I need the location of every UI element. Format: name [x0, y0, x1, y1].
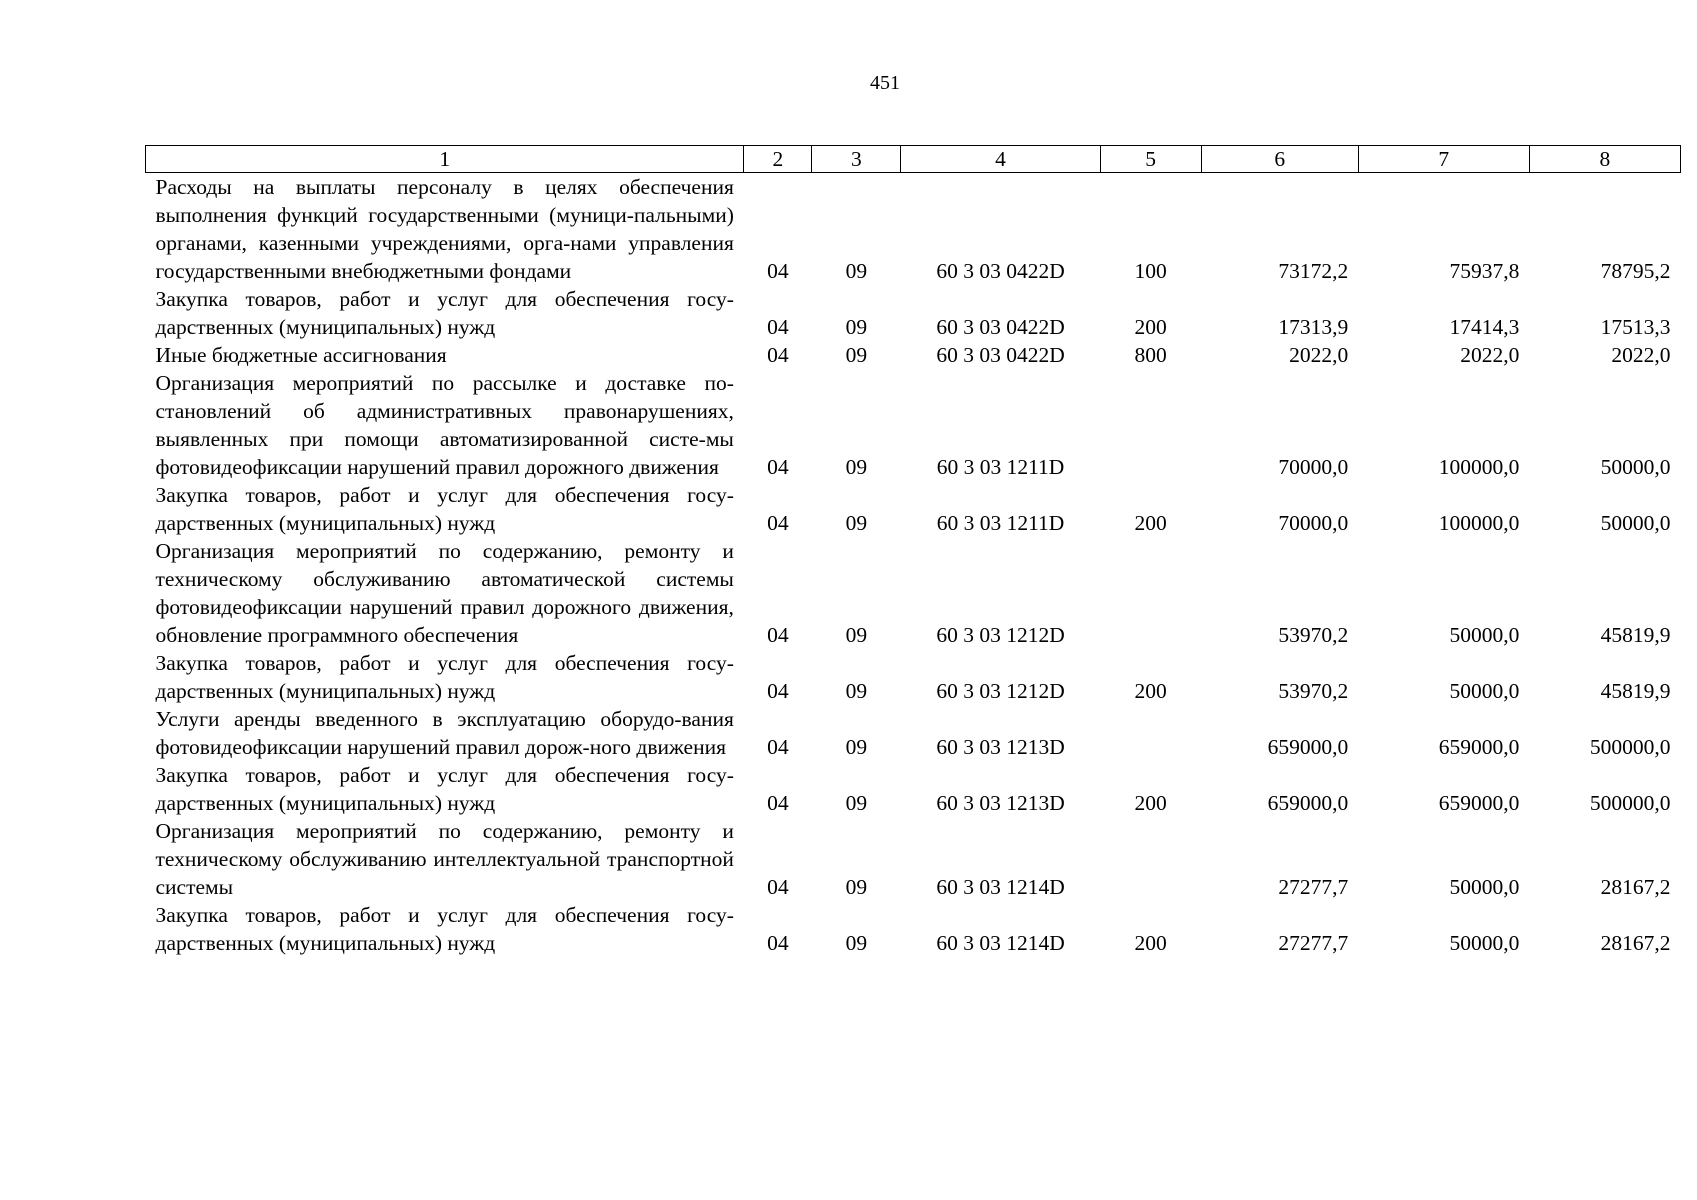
- target-article-code: 60 3 03 0422D: [936, 259, 1065, 283]
- section-code: 04: [767, 931, 789, 955]
- table-row: [146, 285, 1681, 341]
- section-code: 04: [767, 875, 789, 899]
- amount-col-7: 17414,3: [1449, 315, 1520, 339]
- amount-col-7: 2022,0: [1460, 343, 1520, 367]
- expense-type-code: 200: [1134, 931, 1167, 955]
- amount-col-7: 50000,0: [1449, 623, 1520, 647]
- column-header-7: 7: [1358, 146, 1529, 173]
- section-code: 04: [767, 679, 789, 703]
- expense-name: Закупка товаров, работ и услуг для обеспечения госу-дарственных (муниципальных) нужд: [155, 483, 734, 535]
- amount-col-8: 28167,2: [1600, 931, 1671, 955]
- target-article-code: 60 3 03 1214D: [936, 875, 1065, 899]
- section-code: 04: [767, 511, 789, 535]
- column-header-1: 1: [146, 146, 744, 173]
- expense-type-code: [1100, 705, 1201, 761]
- header-row: [146, 146, 1681, 173]
- expense-type-code: [1100, 537, 1201, 649]
- expense-name: Иные бюджетные ассигнования: [155, 343, 447, 367]
- column-header-4: 4: [901, 146, 1100, 173]
- expense-name: Закупка товаров, работ и услуг для обеспечения госу-дарственных (муниципальных) нужд: [155, 903, 734, 955]
- section-code: 04: [767, 623, 789, 647]
- expense-type-code: 800: [1134, 343, 1167, 367]
- table-row: [146, 369, 1681, 481]
- table-row: [146, 649, 1681, 705]
- table-row: [146, 761, 1681, 817]
- target-article-code: 60 3 03 1211D: [936, 455, 1065, 479]
- amount-col-7: 50000,0: [1449, 679, 1520, 703]
- target-article-code: 60 3 03 1213D: [936, 735, 1065, 759]
- table-row: [146, 481, 1681, 537]
- target-article-code: 60 3 03 1214D: [936, 931, 1065, 955]
- amount-col-6: 70000,0: [1278, 455, 1349, 479]
- target-article-code: 60 3 03 0422D: [936, 315, 1065, 339]
- subsection-code: 09: [845, 511, 868, 535]
- amount-col-6: 27277,7: [1278, 931, 1349, 955]
- expense-type-code: 100: [1134, 259, 1167, 283]
- section-code: 04: [767, 315, 789, 339]
- section-code: 04: [767, 791, 789, 815]
- amount-col-8: 78795,2: [1600, 259, 1671, 283]
- table-row: [146, 705, 1681, 761]
- subsection-code: 09: [845, 875, 868, 899]
- expense-name: Организация мероприятий по содержанию, ремонту и техническому обслуживанию интеллектуальной транспортной системы: [155, 819, 734, 899]
- expense-type-code: 200: [1134, 511, 1167, 535]
- expense-name: Услуги аренды введенного в эксплуатацию оборудо-вания фотовидеофиксации нарушений правил дорож-ного движения: [155, 707, 734, 759]
- expense-type-code: [1100, 369, 1201, 481]
- column-header-8: 8: [1529, 146, 1680, 173]
- amount-col-6: 73172,2: [1278, 259, 1349, 283]
- table-row: [146, 537, 1681, 649]
- section-code: 04: [767, 343, 789, 367]
- expense-name: Закупка товаров, работ и услуг для обеспечения госу-дарственных (муниципальных) нужд: [155, 763, 734, 815]
- subsection-code: 09: [845, 735, 868, 759]
- expense-name: Организация мероприятий по рассылке и доставке по-становлений об административных правонарушениях, выявленных при помощи автоматизированной систе-мы фотовидеофиксации нарушений правил дорожного движения: [155, 371, 734, 479]
- column-header-5: 5: [1100, 146, 1201, 173]
- expense-type-code: 200: [1134, 679, 1167, 703]
- table-body: [146, 173, 1681, 958]
- column-header-2: 2: [744, 146, 812, 173]
- amount-col-7: 100000,0: [1438, 511, 1520, 535]
- amount-col-8: 17513,3: [1600, 315, 1671, 339]
- amount-col-6: 53970,2: [1278, 623, 1349, 647]
- budget-table: [145, 145, 1681, 957]
- target-article-code: 60 3 03 1211D: [936, 511, 1065, 535]
- expense-type-code: [1100, 817, 1201, 901]
- amount-col-6: 17313,9: [1278, 315, 1349, 339]
- amount-col-7: 50000,0: [1449, 875, 1520, 899]
- page-number: 451: [870, 72, 900, 94]
- expense-name: Закупка товаров, работ и услуг для обеспечения госу-дарственных (муниципальных) нужд: [155, 287, 734, 339]
- amount-col-7: 659000,0: [1438, 735, 1520, 759]
- table-header: [146, 146, 1681, 173]
- amount-col-7: 50000,0: [1449, 931, 1520, 955]
- amount-col-8: 50000,0: [1600, 511, 1671, 535]
- table-row: [146, 341, 1681, 369]
- amount-col-8: 50000,0: [1600, 455, 1671, 479]
- amount-col-8: 500000,0: [1589, 791, 1671, 815]
- table-row: [146, 817, 1681, 901]
- target-article-code: 60 3 03 1212D: [936, 623, 1065, 647]
- subsection-code: 09: [845, 791, 868, 815]
- amount-col-6: 70000,0: [1278, 511, 1349, 535]
- amount-col-6: 27277,7: [1278, 875, 1349, 899]
- section-code: 04: [767, 735, 789, 759]
- section-code: 04: [767, 259, 789, 283]
- subsection-code: 09: [845, 315, 868, 339]
- amount-col-7: 75937,8: [1449, 259, 1520, 283]
- amount-col-6: 2022,0: [1289, 343, 1349, 367]
- target-article-code: 60 3 03 1213D: [936, 791, 1065, 815]
- amount-col-8: 28167,2: [1600, 875, 1671, 899]
- target-article-code: 60 3 03 1212D: [936, 679, 1065, 703]
- table-row: [146, 901, 1681, 957]
- target-article-code: 60 3 03 0422D: [936, 343, 1065, 367]
- subsection-code: 09: [845, 623, 868, 647]
- expense-name: Закупка товаров, работ и услуг для обеспечения госу-дарственных (муниципальных) нужд: [155, 651, 734, 703]
- column-header-6: 6: [1201, 146, 1358, 173]
- amount-col-7: 100000,0: [1438, 455, 1520, 479]
- amount-col-8: 45819,9: [1600, 623, 1671, 647]
- subsection-code: 09: [845, 259, 868, 283]
- expense-name: Организация мероприятий по содержанию, ремонту и техническому обслуживанию автоматической системы фотовидеофиксации нарушений правил дорожного движения, обновление программного обеспечения: [155, 539, 734, 647]
- amount-col-8: 45819,9: [1600, 679, 1671, 703]
- subsection-code: 09: [845, 343, 868, 367]
- subsection-code: 09: [845, 931, 868, 955]
- amount-col-8: 2022,0: [1611, 343, 1671, 367]
- section-code: 04: [767, 455, 789, 479]
- amount-col-6: 53970,2: [1278, 679, 1349, 703]
- amount-col-8: 500000,0: [1589, 735, 1671, 759]
- subsection-code: 09: [845, 679, 868, 703]
- column-header-3: 3: [812, 146, 901, 173]
- expense-type-code: 200: [1134, 791, 1167, 815]
- amount-col-6: 659000,0: [1267, 735, 1349, 759]
- expense-type-code: 200: [1134, 315, 1167, 339]
- amount-col-6: 659000,0: [1267, 791, 1349, 815]
- expense-name: Расходы на выплаты персоналу в целях обеспечения выполнения функций государственными (муници-пальными) органами, казенными учреждениями, орга-нами управления государственными внебюджетными фондами: [155, 175, 734, 283]
- subsection-code: 09: [845, 455, 868, 479]
- amount-col-7: 659000,0: [1438, 791, 1520, 815]
- table-row: [146, 173, 1681, 286]
